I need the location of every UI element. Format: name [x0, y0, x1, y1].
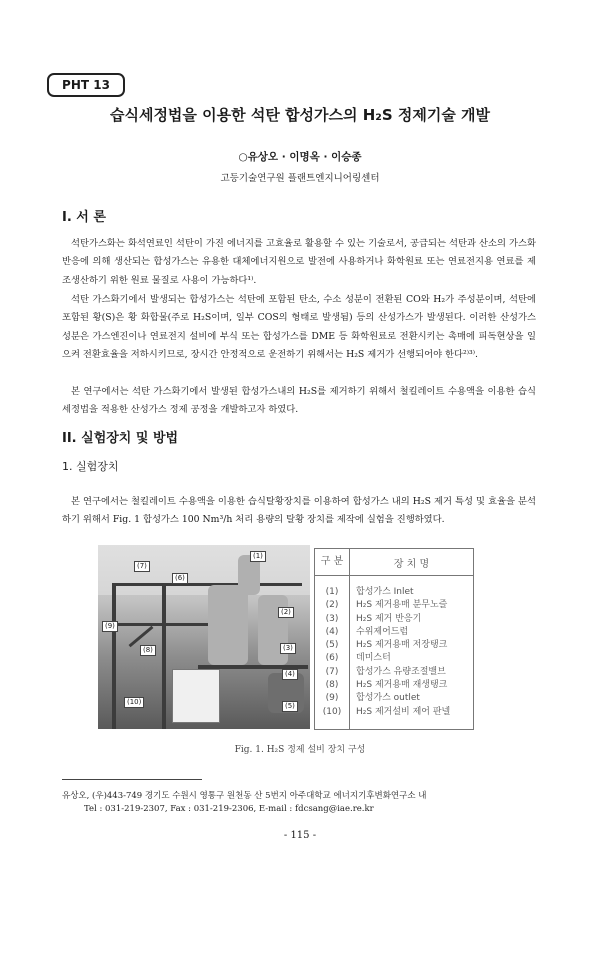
row-name: H₂S 제거용매 분무노즐 — [356, 600, 448, 611]
photo-label-8: (8) — [140, 645, 156, 656]
photo-label-3: (3) — [280, 643, 296, 654]
section1-paragraph-3: 본 연구에서는 석탄 가스화기에서 발생된 합성가스내의 H₂S를 제거하기 위해서 철킬레이트 수용액을 이용한 습식세정법을 적용한 산성가스 정제 공정을 개발하고자 하였다. — [62, 386, 536, 416]
section1-paragraph-1: 석탄가스화는 화석연료인 석탄이 가진 에너지를 고효율로 활용할 수 있는 기술로서, 공급되는 석탄과 산소의 가스화 반응에 의해 생산되는 합성가스는 유용한 대체에너지원으로 발전에 사용하거나 화학원료 또는 연료전지용 연료를 제조생산하기 위한 원료 물질로 사용이 가능하다¹⁾. — [62, 238, 536, 286]
row-number: (7) — [325, 666, 339, 677]
row-name: 수위제어드럼 — [356, 626, 409, 637]
figure-caption: Fig. 1. H₂S 정제 설비 장치 구성 — [234, 745, 366, 755]
footnote-contact: Tel : 031-219-2307, Fax : 031-219-2306, E-mail : fdcsang@iae.re.kr — [84, 804, 374, 814]
photo-label-4: (4) — [282, 669, 298, 680]
row-name: H₂S 제거용매 저장탱크 — [356, 640, 448, 651]
section2-heading: II. 실험장치 및 방법 — [62, 431, 179, 446]
session-tag: PHT 13 — [47, 73, 125, 97]
footnote-divider — [62, 779, 202, 780]
photo-label-10: (10) — [124, 697, 144, 708]
authors: ○유상오 · 이명옥 · 이승종 — [238, 151, 362, 163]
photo-label-9: (9) — [102, 621, 118, 632]
equipment-table — [314, 548, 474, 730]
section1-paragraph-2: 석탄 가스화기에서 발생되는 합성가스는 석탄에 포함된 탄소, 수소 성분이 전환된 CO와 H₂가 주성분이며, 석탄에 포함된 황(S)은 황 화합물(주로 H₂S이며, 일부 COS의 형태로 발생됨) 등의 산성가스가 발생된다. 이러한 산성가스 성분은 가스엔진이나 연료전지 설비에 부식 또는 합성가스를 DME 등 화학원료로 전환시키는 촉매에 피독현상을 일으켜 전환효율을 저하시키므로, 장시간 안정적으로 운전하기 위해서는 H₂S 제거가 선행되어야 한다²⁾³⁾. — [62, 294, 536, 361]
row-name: H₂S 제거 반응기 — [356, 613, 422, 624]
row-number: (8) — [325, 680, 339, 691]
row-name: 데미스터 — [356, 653, 391, 664]
row-number: (3) — [325, 613, 339, 624]
row-name: 합성가스 유량조절밸브 — [356, 666, 446, 677]
header-name: 장 치 명 — [393, 558, 430, 570]
row-name: H₂S 제거용매 재생탱크 — [356, 680, 448, 691]
affiliation: 고등기술연구원 플랜트엔지니어링센터 — [220, 173, 380, 184]
photo-label-2: (2) — [278, 607, 294, 618]
paper-title: 습식세정법을 이용한 석탄 합성가스의 H₂S 정제기술 개발 — [109, 106, 491, 124]
equipment-table-header — [315, 549, 473, 576]
equipment-photo — [98, 545, 310, 729]
row-name: 합성가스 Inlet — [356, 587, 414, 597]
row-number: (9) — [325, 693, 339, 704]
photo-label-5: (5) — [282, 701, 298, 712]
row-number: (5) — [325, 640, 339, 651]
photo-label-1: (1) — [250, 551, 266, 562]
section1-heading: I. 서 론 — [62, 210, 106, 225]
row-number: (10) — [322, 706, 342, 717]
page-number: - 115 - — [283, 830, 317, 841]
photo-label-6: (6) — [172, 573, 188, 584]
row-number: (6) — [325, 653, 339, 664]
header-number: 구 분 — [315, 549, 350, 575]
row-name: 합성가스 outlet — [356, 693, 420, 704]
subsection-heading: 1. 실험장치 — [62, 460, 119, 473]
row-name: H₂S 제거설비 제어 판넬 — [356, 706, 451, 717]
photo-label-7: (7) — [134, 561, 150, 572]
row-number: (1) — [325, 587, 339, 597]
row-number: (2) — [325, 600, 339, 611]
section2-paragraph-1: 본 연구에서는 철킬레이트 수용액을 이용한 습식탈황장치를 이용하여 합성가스 내의 H₂S 제거 특성 및 효율을 분석하기 위해서 Fig. 1 합성가스 100 Nm³/h 처리 용량의 탈황 장치를 제작에 실험을 진행하였다. — [62, 496, 536, 526]
footnote-address: 유상오, (우)443-749 경기도 수원시 영통구 원천동 산 5번지 아주대학교 에너지기후변화연구소 내 — [62, 791, 427, 801]
row-number: (4) — [325, 626, 339, 637]
